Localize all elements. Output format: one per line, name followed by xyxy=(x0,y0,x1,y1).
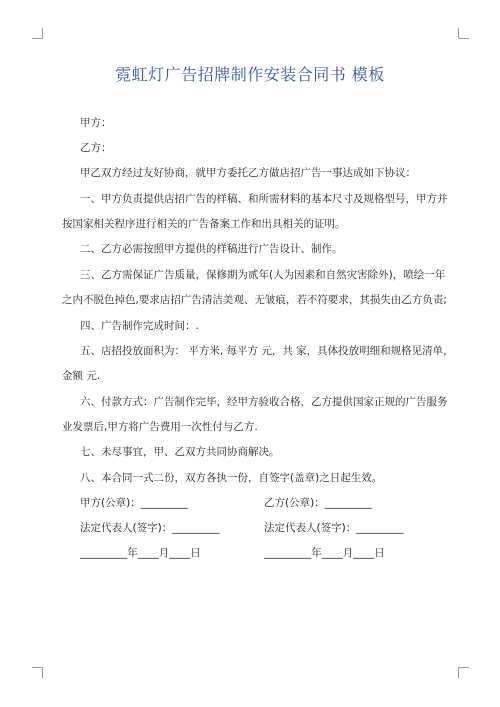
clause-6-line-2: 业发票后,甲方将广告费用一次性付与乙方. xyxy=(62,421,258,433)
clause-4: 四、广告制作完成时间：. xyxy=(80,320,199,332)
clause-3-line-1: 三、乙方需保证广告质量，保修期为贰年(人为因素和自然灾害除外)，喷绘一年 xyxy=(80,269,446,281)
clause-6-line-1: 六、付款方式：广告制作完毕，经甲方验收合格，乙方提供国家正规的广告服务 xyxy=(80,396,448,408)
clause-8: 八、本合同一式二份，双方各执一份，自签字(盖章)之日起生效。 xyxy=(80,472,383,484)
page-corner-mark-bottom-right xyxy=(458,667,469,678)
party-b-representative-line: 法定代表人(签字)：_________ xyxy=(264,522,404,534)
clause-7: 七、未尽事宜，甲、乙双方共同协商解决。 xyxy=(80,446,280,458)
party-a-seal-line: 甲方(公章)：_________ xyxy=(80,497,188,509)
intro-paragraph: 甲乙双方经过友好协商，就甲方委托乙方做店招广告一事达成如下协议： xyxy=(80,167,416,179)
clause-2: 二、乙方必需按照甲方提供的样稿进行广告设计、制作。 xyxy=(80,243,343,255)
party-b-seal-line: 乙方(公章)：_________ xyxy=(264,497,372,509)
clause-1-line-1: 一、甲方负责提供店招广告的样稿、和所需材料的基本尺寸及规格型号，甲方并 xyxy=(80,193,448,205)
document-title: 霓虹灯广告招牌制作安装合同书 模板 xyxy=(115,65,385,84)
party-b-label: 乙方： xyxy=(80,142,112,154)
page-corner-mark-top-right xyxy=(458,28,469,39)
clause-3-line-2: 之内不脱色掉色,要求店招广告清洁美观、无皱痕，若不符要求，其损失由乙方负责; xyxy=(62,294,447,306)
party-a-date-line: _________年____月____日 xyxy=(80,547,201,559)
party-a-label: 甲方： xyxy=(80,117,112,129)
party-b-date-line: _________年____月____日 xyxy=(264,547,385,559)
page-corner-mark-bottom-left xyxy=(32,667,43,678)
clause-1-line-2: 按国家相关程序进行相关的广告备案工作和出具相关的证明。 xyxy=(62,218,346,230)
page-corner-mark-top-left xyxy=(32,28,43,39)
party-a-representative-line: 法定代表人(签字)：_________ xyxy=(80,522,220,534)
clause-5-line-2: 金额 元. xyxy=(62,370,101,382)
clause-5-line-1: 五、店招投放面积为： 平方米, 每平方 元，共 家，具体投放明细和规格见清单， xyxy=(80,345,454,357)
